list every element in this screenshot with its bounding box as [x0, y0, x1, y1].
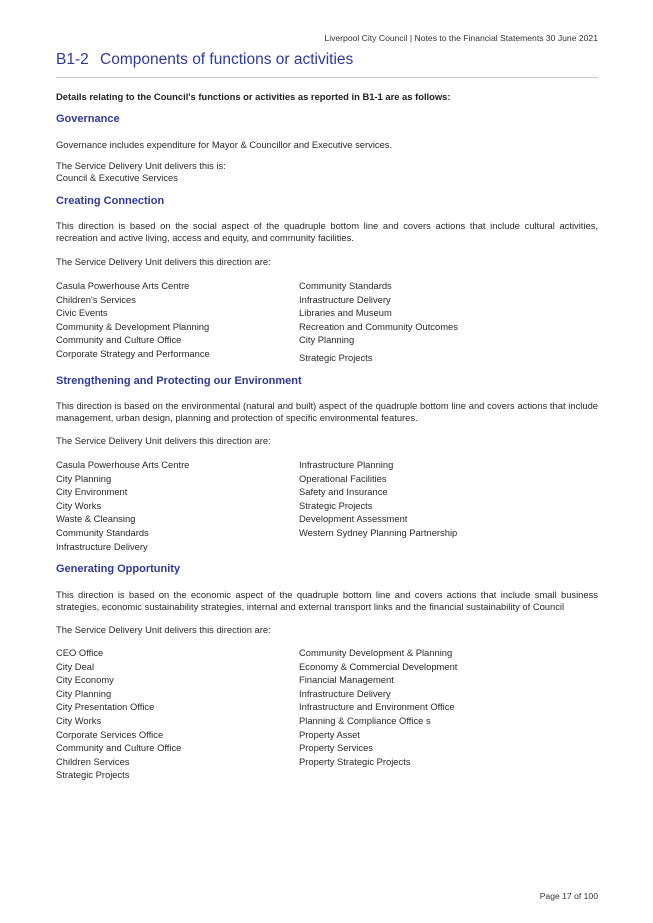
- list-item: City Presentation Office: [56, 701, 155, 713]
- list-item: Civic Events: [56, 307, 108, 319]
- list-item: Community Standards: [56, 526, 149, 538]
- list-item: City Works: [56, 714, 102, 726]
- governance-delivery-intro: The Service Delivery Unit delivers this is:: [56, 160, 226, 171]
- list-item: Libraries and Museum: [299, 307, 392, 319]
- governance-description: Governance includes expenditure for Mayor & Councillor and Executive services.: [56, 139, 393, 150]
- generating-opportunity-units-left: [56, 646, 181, 782]
- page-title: [56, 51, 353, 69]
- list-item: Economy & Commercial Development: [299, 660, 458, 672]
- list-item: Recreation and Community Outcomes: [299, 320, 458, 332]
- strengthening-environment-units-right: [299, 458, 457, 540]
- list-item: Infrastructure Planning: [299, 459, 394, 470]
- list-item: Development Assessment: [299, 513, 408, 525]
- strengthening-environment-description: This direction is based on the environmental (natural and built) aspect of the quadruple bottom line and covers actions that include management, urban design, planning and protection of specific environmental features.: [56, 400, 598, 423]
- list-item: Casula Powerhouse Arts Centre: [56, 280, 190, 291]
- generating-opportunity-delivery-intro: The Service Delivery Unit delivers this direction are:: [56, 624, 271, 635]
- list-item: Property Services: [299, 742, 373, 754]
- list-item: Waste & Cleansing: [56, 513, 136, 525]
- intro-text: Details relating to the Council's functions or activities as reported in B1-1 are as follows:: [56, 91, 451, 102]
- list-item: Property Asset: [299, 728, 360, 740]
- list-item: Community and Culture Office: [56, 742, 182, 754]
- list-item: Planning & Compliance Office s: [299, 714, 431, 726]
- creating-connection-heading: Creating Connection: [56, 195, 165, 207]
- list-item: Infrastructure Delivery: [56, 540, 148, 552]
- creating-connection-description: This direction is based on the social aspect of the quadruple bottom line and covers actions that include cultural activities, recreation and active living, access and equity, and community facilities.: [56, 220, 598, 243]
- list-item: Community Development & Planning: [299, 647, 453, 658]
- list-item: Strategic Projects: [299, 499, 373, 511]
- list-item: Strategic Projects: [56, 769, 130, 781]
- list-item: Strategic Projects: [299, 351, 373, 363]
- list-item: Community and Culture Office: [56, 334, 182, 346]
- creating-connection-units-right: [299, 279, 458, 365]
- list-item: City Economy: [56, 674, 114, 686]
- list-item: Western Sydney Planning Partnership: [299, 526, 458, 538]
- list-item: Financial Management: [299, 674, 394, 686]
- list-item: City Planning: [299, 334, 355, 346]
- governance-heading: Governance: [56, 113, 120, 125]
- list-item: Infrastructure Delivery: [299, 687, 391, 699]
- page-number: Page 17 of 100: [539, 891, 598, 901]
- list-item: Infrastructure and Environment Office: [299, 701, 455, 713]
- strengthening-environment-delivery-intro: The Service Delivery Unit delivers this direction are:: [56, 435, 271, 446]
- list-item: Operational Facilities: [299, 472, 387, 484]
- section-number: B1-2: [56, 51, 89, 68]
- list-item: CEO Office: [56, 647, 104, 658]
- section-title: Components of functions or activities: [100, 51, 354, 68]
- generating-opportunity-heading: Generating Opportunity: [56, 563, 181, 575]
- list-item: Corporate Strategy and Performance: [56, 347, 210, 359]
- list-item: City Deal: [56, 660, 95, 672]
- list-item: Children Services: [56, 755, 130, 767]
- generating-opportunity-units-right: [299, 646, 457, 768]
- strengthening-environment-units-left: [56, 458, 189, 553]
- generating-opportunity-description: This direction is based on the economic aspect of the quadruple bottom line and covers actions that include small business strategies, economic sustainability strategies, internal and external transport links and the financial sustainability of Council: [56, 589, 598, 612]
- list-item: City Works: [56, 499, 102, 511]
- list-item: Safety and Insurance: [299, 486, 388, 498]
- creating-connection-units-left: [56, 279, 210, 361]
- list-item: City Environment: [56, 486, 128, 498]
- list-item: City Planning: [56, 687, 112, 699]
- list-item: Casula Powerhouse Arts Centre: [56, 459, 190, 470]
- list-item: City Planning: [56, 472, 112, 484]
- list-item: Corporate Services Office: [56, 728, 164, 740]
- title-divider: [56, 77, 598, 78]
- strengthening-environment-heading: Strengthening and Protecting our Environment: [56, 375, 302, 387]
- list-item: Children's Services: [56, 293, 136, 305]
- list-item: Community & Development Planning: [56, 320, 210, 332]
- creating-connection-delivery-intro: The Service Delivery Unit delivers this direction are:: [56, 256, 271, 267]
- list-item: Community Standards: [299, 280, 392, 291]
- list-item: Infrastructure Delivery: [299, 293, 391, 305]
- running-header: Liverpool City Council | Notes to the Financial Statements 30 June 2021: [324, 33, 598, 43]
- governance-delivery-unit: Council & Executive Services: [56, 172, 178, 183]
- list-item: Property Strategic Projects: [299, 755, 411, 767]
